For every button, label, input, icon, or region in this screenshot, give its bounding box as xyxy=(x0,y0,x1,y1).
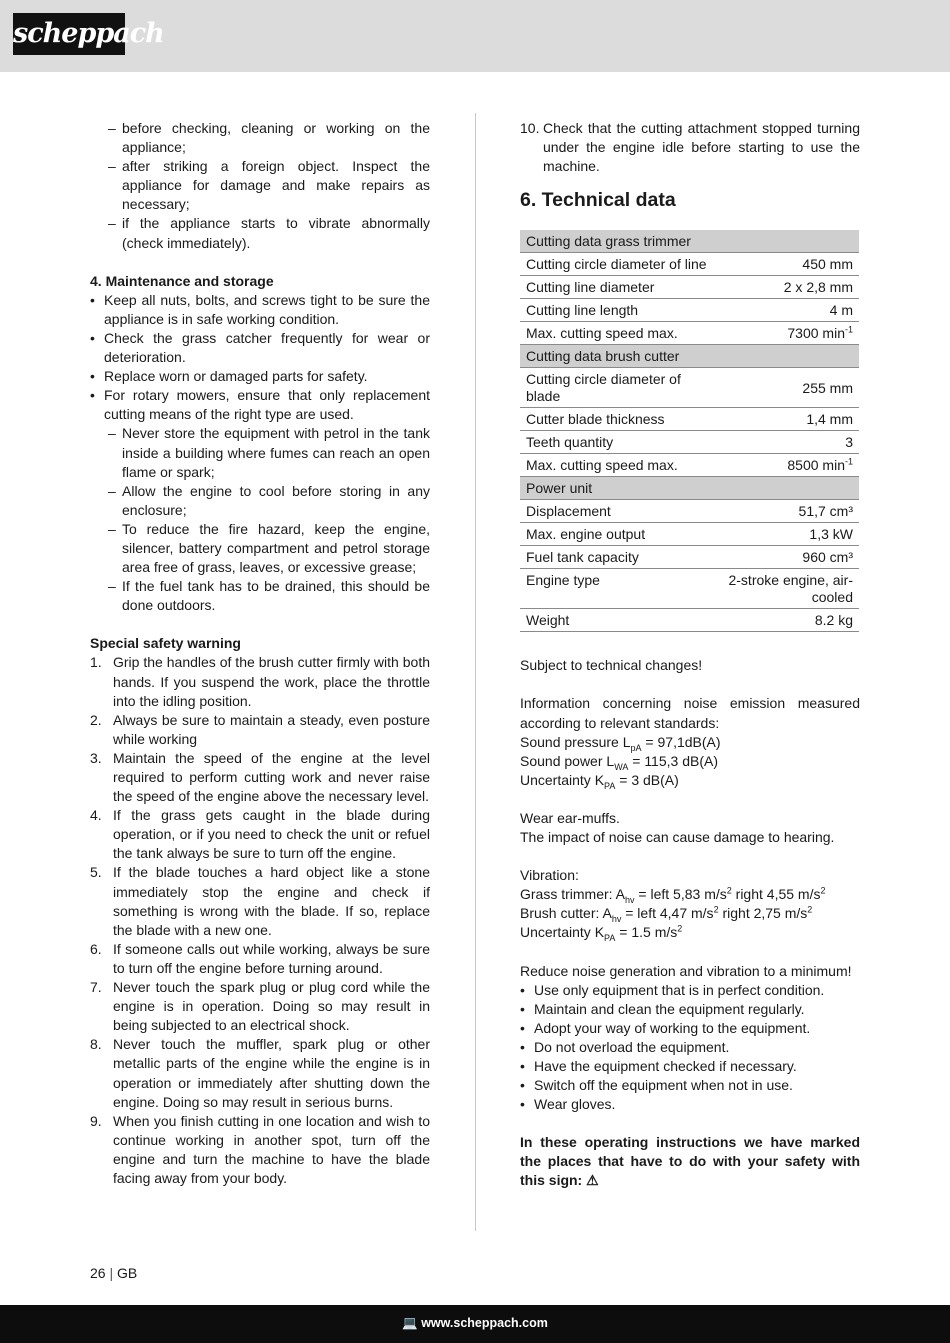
vibration-grass: Grass trimmer: $A_{hv}$ = left 5,83 $m/s^2$ right 4,55 $m/s^2$ xyxy=(520,885,826,906)
sound-pressure: Sound pressure $L_{pA} = 97,1dB(A)$ xyxy=(520,733,721,753)
table-group-header: Cutting data brush cutter xyxy=(520,345,859,368)
list-item: – Allow the engine to cool before storing in any enclosure; xyxy=(108,482,430,518)
list-item: 9. When you finish cutting in one location and wish to continue working in another spot, turn off the engine and turn the machine to have the blade facing away from your body. xyxy=(90,1112,430,1186)
subject-note: Subject to technical changes! xyxy=(520,657,703,674)
list-item: • Maintain and clean the equipment regularly. xyxy=(520,1000,805,1017)
table-row: Cutting circle diameter of blade 255 mm xyxy=(520,368,859,408)
list-item: • For rotary mowers, ensure that only replacement cutting means of the right type are used. xyxy=(90,387,430,423)
list-item: • Have the equipment checked if necessary. xyxy=(520,1057,797,1074)
safety-sign-note: In these operating instructions we have marked the places that have to do with your safety with this sign: ⚠ xyxy=(520,1134,860,1189)
table-row: Displacement 51,7 cm³ xyxy=(520,500,859,523)
table-row: Cutting circle diameter of line 450 mm xyxy=(520,253,859,276)
table-row: Max. cutting speed max. 7300 $\min^{-1}$ xyxy=(520,322,859,345)
list-item: • Switch off the equipment when not in use. xyxy=(520,1077,793,1094)
maintenance-heading: 4. Maintenance and storage xyxy=(90,272,274,289)
list-item: – after striking a foreign object. Inspect the appliance for damage and make repairs as necessary; xyxy=(108,158,430,213)
table-row: Cutting line length 4 m xyxy=(520,299,859,322)
reduce-note: Reduce noise generation and vibration to a minimum! xyxy=(520,962,852,979)
list-item: • Do not overload the equipment. xyxy=(520,1038,730,1055)
left-column xyxy=(90,119,430,1188)
page-number: 26 | GB xyxy=(90,1265,138,1281)
vibration-uncertainty: Uncertainty $K_{PA} = 1.5$ $m/s^2$ xyxy=(520,923,683,944)
table-row: Max. cutting speed max. 8500 $\min^{-1}$ xyxy=(520,454,859,477)
table-row: Weight 8.2 kg xyxy=(520,609,859,632)
list-item: – before checking, cleaning or working on the appliance; xyxy=(108,120,430,156)
list-item: 7. Never touch the spark plug or plug cord while the engine is in operation. Doing so may result in being subjected to an electrical shock. xyxy=(90,979,430,1034)
table-row: Engine type 2-stroke engine, air-cooled xyxy=(520,569,859,609)
table-group-header: Cutting data grass trimmer xyxy=(520,230,859,253)
table-row: Cutter blade thickness 1,4 mm xyxy=(520,408,859,431)
list-item: 2. Always be sure to maintain a steady, even posture while working xyxy=(90,711,430,747)
vibration-brush: Brush cutter: $A_{hv}$ = left 4,47 $m/s^2$ right 2,75 $m/s^2$ xyxy=(520,904,813,925)
page-header xyxy=(0,0,950,72)
list-item: • Replace worn or damaged parts for safety. xyxy=(90,368,368,385)
right-column xyxy=(520,119,860,1191)
list-item: 6. If someone calls out while working, always be sure to turn off the engine before turning around. xyxy=(90,940,430,976)
list-item: – if the appliance starts to vibrate abnormally (check immediately). xyxy=(108,215,430,251)
uncertainty: Uncertainty $K_{PA} = 3$ dB(A) xyxy=(520,771,679,791)
special-warning-heading: Special safety warning xyxy=(90,635,241,652)
impact-note: The impact of noise can cause damage to hearing. xyxy=(520,829,835,846)
brand-logo: scheppach xyxy=(13,13,125,55)
list-item: 8. Never touch the muffler, spark plug or other metallic parts of the engine while the engine is in operation or immediately after shutting down the engine. Doing so may result in serious burns. xyxy=(90,1036,430,1110)
list-item: 3. Maintain the speed of the engine at the level required to perform cutting work and never raise the speed of the engine above the necessary level. xyxy=(90,749,430,805)
table-group-header: Power unit xyxy=(520,477,859,500)
section-title: 6. Technical data xyxy=(520,189,676,212)
column-divider xyxy=(475,113,476,1231)
list-item: • Use only equipment that is in perfect condition. xyxy=(520,981,825,998)
list-item: • Check the grass catcher frequently for wear or deterioration. xyxy=(90,329,430,366)
technical-data-table xyxy=(520,230,859,632)
table-row: Max. engine output 1,3 kW xyxy=(520,523,859,546)
vibration-heading: Vibration: xyxy=(520,867,579,884)
website-link[interactable]: www.scheppach.com xyxy=(421,1316,548,1330)
list-item: 10. Check that the cutting attachment stopped turning under the engine idle before starting to use the machine. xyxy=(520,120,860,175)
list-item: – To reduce the fire hazard, keep the engine, silencer, battery compartment and petrol storage area free of grass, leaves, or excessive grease; xyxy=(108,520,430,576)
table-row: Cutting line diameter 2 x 2,8 mm xyxy=(520,276,859,299)
list-item: • Wear gloves. xyxy=(520,1096,616,1113)
list-item: – Never store the equipment with petrol in the tank inside a building where fumes can reach an open flame or spark; xyxy=(108,425,430,480)
list-item: 4. If the grass gets caught in the blade during operation, or if you need to check the unit or refuel the tank always be sure to turn off the engine. xyxy=(90,807,430,862)
list-item: – If the fuel tank has to be drained, this should be done outdoors. xyxy=(108,578,430,614)
sound-power: Sound power $L_{WA} = 115,3$ dB(A) xyxy=(520,752,718,772)
list-item: • Keep all nuts, bolts, and screws tight to be sure the appliance is in safe working condition. xyxy=(90,291,430,327)
list-item: 1. Grip the handles of the brush cutter firmly with both hands. If you suspend the work, place the throttle into the idling position. xyxy=(90,654,430,709)
page-footer xyxy=(0,1305,950,1343)
list-item: • Adopt your way of working to the equipment. xyxy=(520,1019,811,1036)
monitor-icon: 💻 xyxy=(402,1316,418,1330)
list-item: 5. If the blade touches a hard object like a stone immediately stop the engine and check if something is wrong with the blade. If so, replace the blade with a new one. xyxy=(90,864,430,938)
wear-note: Wear ear-muffs. xyxy=(520,809,620,826)
table-row: Fuel tank capacity 960 cm³ xyxy=(520,546,859,569)
table-row: Teeth quantity 3 xyxy=(520,431,859,454)
noise-intro: Information concerning noise emission measured according to relevant standards: xyxy=(520,695,860,731)
